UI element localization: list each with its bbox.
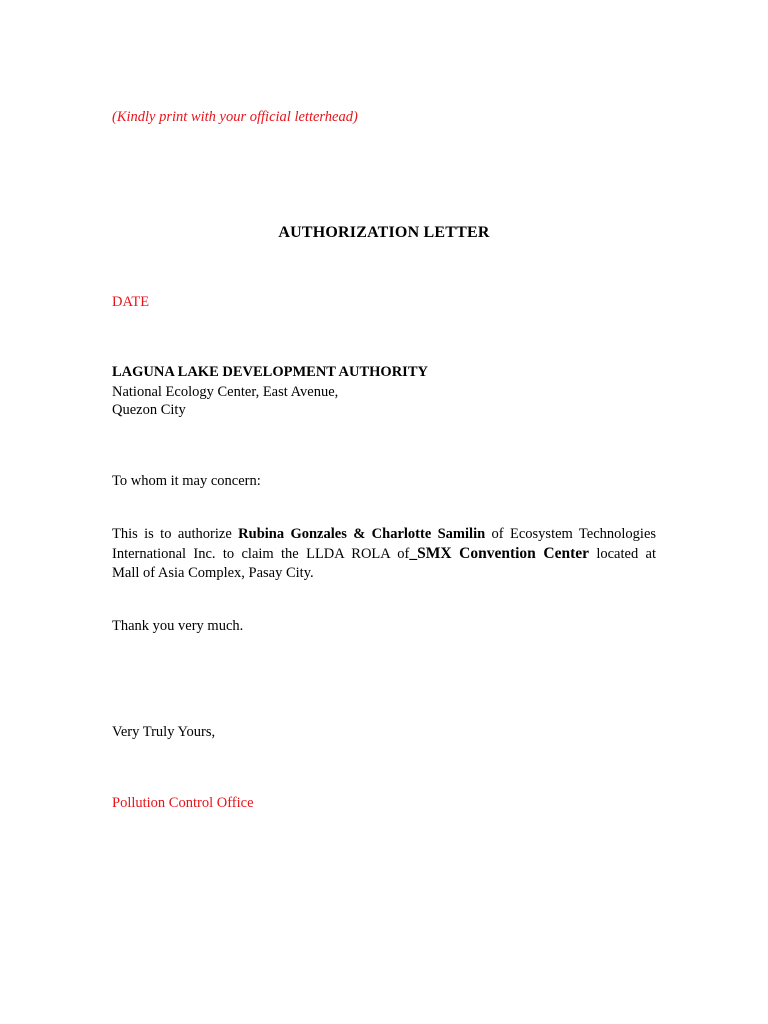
- company-prefix: of Ecosystem Technologies: [491, 526, 657, 542]
- closing-line: Very Truly Yours,: [112, 724, 216, 740]
- located-at: located at: [596, 546, 657, 562]
- body-paragraph: [112, 525, 656, 583]
- recipient-address-line1: National Ecology Center, East Avenue,: [112, 384, 339, 400]
- signatory-office: Pollution Control Office: [112, 795, 254, 811]
- company-cont: International Inc. to claim the LLDA ROLA of: [112, 546, 410, 562]
- recipient-address-line2: Quezon City: [112, 402, 186, 418]
- letter-title: AUTHORIZATION LETTER: [278, 224, 490, 241]
- body-line-2: [112, 544, 656, 564]
- authorized-persons: Rubina Gonzales & Charlotte Samilin: [238, 526, 486, 542]
- salutation: To whom it may concern:: [112, 473, 261, 489]
- recipient-name: LAGUNA LAKE DEVELOPMENT AUTHORITY: [112, 364, 428, 380]
- facility-name: SMX Convention Center: [417, 545, 589, 562]
- body-intro: This is to authorize: [112, 526, 232, 542]
- letterhead-note: (Kindly print with your official letterhead): [112, 109, 358, 125]
- body-line-1: [112, 525, 656, 544]
- underscore-mark: _: [409, 545, 418, 562]
- date-placeholder: DATE: [112, 294, 150, 310]
- body-line-3: [112, 564, 656, 583]
- thanks-line: Thank you very much.: [112, 618, 244, 634]
- location: Mall of Asia Complex, Pasay City.: [112, 565, 314, 581]
